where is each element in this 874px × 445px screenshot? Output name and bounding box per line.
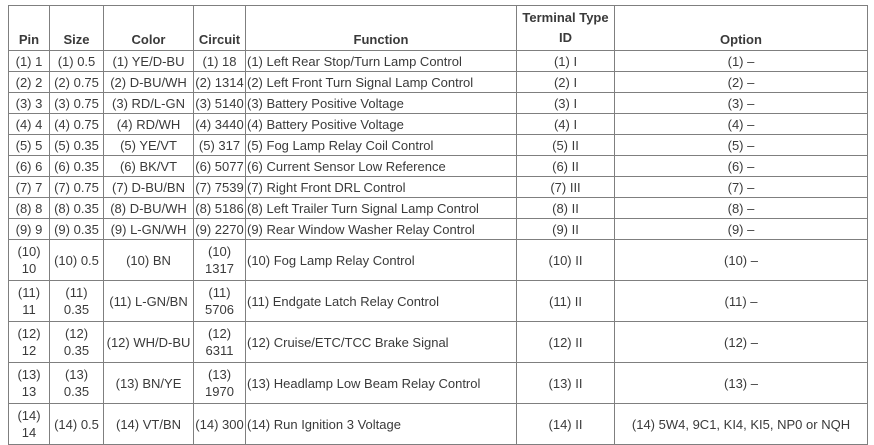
circuit-cell: (2) 1314	[194, 72, 246, 93]
size-cell: (14) 0.5	[50, 404, 104, 445]
function-cell: (10) Fog Lamp Relay Control	[246, 240, 517, 281]
circuit-cell: (9) 2270	[194, 219, 246, 240]
header-function: Function	[246, 6, 517, 51]
terminal-type-cell: (7) III	[517, 177, 615, 198]
pin-cell: (13) 13	[9, 363, 50, 404]
terminal-type-cell: (9) II	[517, 219, 615, 240]
circuit-cell: (1) 18	[194, 51, 246, 72]
circuit-cell: (13) 1970	[194, 363, 246, 404]
table-row	[9, 219, 868, 240]
pin-cell: (8) 8	[9, 198, 50, 219]
table-row	[9, 404, 868, 445]
table-row	[9, 72, 868, 93]
terminal-type-cell: (10) II	[517, 240, 615, 281]
function-cell: (11) Endgate Latch Relay Control	[246, 281, 517, 322]
color-cell: (1) YE/D-BU	[104, 51, 194, 72]
function-cell: (8) Left Trailer Turn Signal Lamp Control	[246, 198, 517, 219]
connector-pinout-table-container	[8, 5, 868, 445]
option-cell: (12) –	[615, 322, 868, 363]
table-row	[9, 177, 868, 198]
header-circuit: Circuit	[194, 6, 246, 51]
pin-cell: (1) 1	[9, 51, 50, 72]
size-cell: (10) 0.5	[50, 240, 104, 281]
circuit-cell: (5) 317	[194, 135, 246, 156]
color-cell: (7) D-BU/BN	[104, 177, 194, 198]
pin-cell: (2) 2	[9, 72, 50, 93]
color-cell: (13) BN/YE	[104, 363, 194, 404]
size-cell: (3) 0.75	[50, 93, 104, 114]
pin-cell: (5) 5	[9, 135, 50, 156]
table-row	[9, 93, 868, 114]
circuit-cell: (11) 5706	[194, 281, 246, 322]
color-cell: (4) RD/WH	[104, 114, 194, 135]
option-cell: (6) –	[615, 156, 868, 177]
option-cell: (14) 5W4, 9C1, KI4, KI5, NP0 or NQH	[615, 404, 868, 445]
size-cell: (1) 0.5	[50, 51, 104, 72]
option-cell: (7) –	[615, 177, 868, 198]
pin-cell: (4) 4	[9, 114, 50, 135]
option-cell: (1) –	[615, 51, 868, 72]
terminal-type-cell: (8) II	[517, 198, 615, 219]
pin-cell: (11) 11	[9, 281, 50, 322]
header-row	[9, 6, 868, 51]
pin-cell: (12) 12	[9, 322, 50, 363]
color-cell: (8) D-BU/WH	[104, 198, 194, 219]
function-cell: (4) Battery Positive Voltage	[246, 114, 517, 135]
circuit-cell: (10) 1317	[194, 240, 246, 281]
table-row	[9, 114, 868, 135]
function-cell: (6) Current Sensor Low Reference	[246, 156, 517, 177]
circuit-cell: (6) 5077	[194, 156, 246, 177]
terminal-type-cell: (3) I	[517, 93, 615, 114]
function-cell: (13) Headlamp Low Beam Relay Control	[246, 363, 517, 404]
color-cell: (12) WH/D-BU	[104, 322, 194, 363]
size-cell: (7) 0.75	[50, 177, 104, 198]
header-color: Color	[104, 6, 194, 51]
color-cell: (10) BN	[104, 240, 194, 281]
terminal-type-cell: (12) II	[517, 322, 615, 363]
table-row	[9, 281, 868, 322]
color-cell: (2) D-BU/WH	[104, 72, 194, 93]
option-cell: (3) –	[615, 93, 868, 114]
terminal-type-cell: (1) I	[517, 51, 615, 72]
pin-cell: (10) 10	[9, 240, 50, 281]
table-row	[9, 51, 868, 72]
option-cell: (5) –	[615, 135, 868, 156]
table-row	[9, 156, 868, 177]
table-row	[9, 363, 868, 404]
circuit-cell: (3) 5140	[194, 93, 246, 114]
terminal-type-cell: (2) I	[517, 72, 615, 93]
circuit-cell: (4) 3440	[194, 114, 246, 135]
circuit-cell: (12) 6311	[194, 322, 246, 363]
size-cell: (9) 0.35	[50, 219, 104, 240]
function-cell: (14) Run Ignition 3 Voltage	[246, 404, 517, 445]
circuit-cell: (8) 5186	[194, 198, 246, 219]
table-row	[9, 198, 868, 219]
table-row	[9, 322, 868, 363]
circuit-cell: (7) 7539	[194, 177, 246, 198]
size-cell: (8) 0.35	[50, 198, 104, 219]
header-pin: Pin	[9, 6, 50, 51]
function-cell: (12) Cruise/ETC/TCC Brake Signal	[246, 322, 517, 363]
color-cell: (5) YE/VT	[104, 135, 194, 156]
option-cell: (8) –	[615, 198, 868, 219]
size-cell: (11) 0.35	[50, 281, 104, 322]
pin-cell: (3) 3	[9, 93, 50, 114]
function-cell: (9) Rear Window Washer Relay Control	[246, 219, 517, 240]
size-cell: (13) 0.35	[50, 363, 104, 404]
color-cell: (3) RD/L-GN	[104, 93, 194, 114]
color-cell: (6) BK/VT	[104, 156, 194, 177]
function-cell: (1) Left Rear Stop/Turn Lamp Control	[246, 51, 517, 72]
color-cell: (9) L-GN/WH	[104, 219, 194, 240]
terminal-type-cell: (14) II	[517, 404, 615, 445]
function-cell: (2) Left Front Turn Signal Lamp Control	[246, 72, 517, 93]
size-cell: (5) 0.35	[50, 135, 104, 156]
option-cell: (9) –	[615, 219, 868, 240]
pin-cell: (7) 7	[9, 177, 50, 198]
pin-cell: (14) 14	[9, 404, 50, 445]
header-terminal-type-id: Terminal Type ID	[517, 6, 615, 51]
terminal-type-cell: (13) II	[517, 363, 615, 404]
terminal-type-cell: (5) II	[517, 135, 615, 156]
size-cell: (4) 0.75	[50, 114, 104, 135]
terminal-type-cell: (4) I	[517, 114, 615, 135]
circuit-cell: (14) 300	[194, 404, 246, 445]
header-option: Option	[615, 6, 868, 51]
size-cell: (12) 0.35	[50, 322, 104, 363]
option-cell: (4) –	[615, 114, 868, 135]
color-cell: (11) L-GN/BN	[104, 281, 194, 322]
table-row	[9, 240, 868, 281]
table-row	[9, 135, 868, 156]
function-cell: (3) Battery Positive Voltage	[246, 93, 517, 114]
function-cell: (7) Right Front DRL Control	[246, 177, 517, 198]
color-cell: (14) VT/BN	[104, 404, 194, 445]
header-size: Size	[50, 6, 104, 51]
pin-cell: (6) 6	[9, 156, 50, 177]
size-cell: (2) 0.75	[50, 72, 104, 93]
pin-cell: (9) 9	[9, 219, 50, 240]
function-cell: (5) Fog Lamp Relay Coil Control	[246, 135, 517, 156]
option-cell: (10) –	[615, 240, 868, 281]
connector-pinout-table	[8, 5, 868, 445]
terminal-type-cell: (6) II	[517, 156, 615, 177]
option-cell: (13) –	[615, 363, 868, 404]
size-cell: (6) 0.35	[50, 156, 104, 177]
option-cell: (2) –	[615, 72, 868, 93]
option-cell: (11) –	[615, 281, 868, 322]
terminal-type-cell: (11) II	[517, 281, 615, 322]
